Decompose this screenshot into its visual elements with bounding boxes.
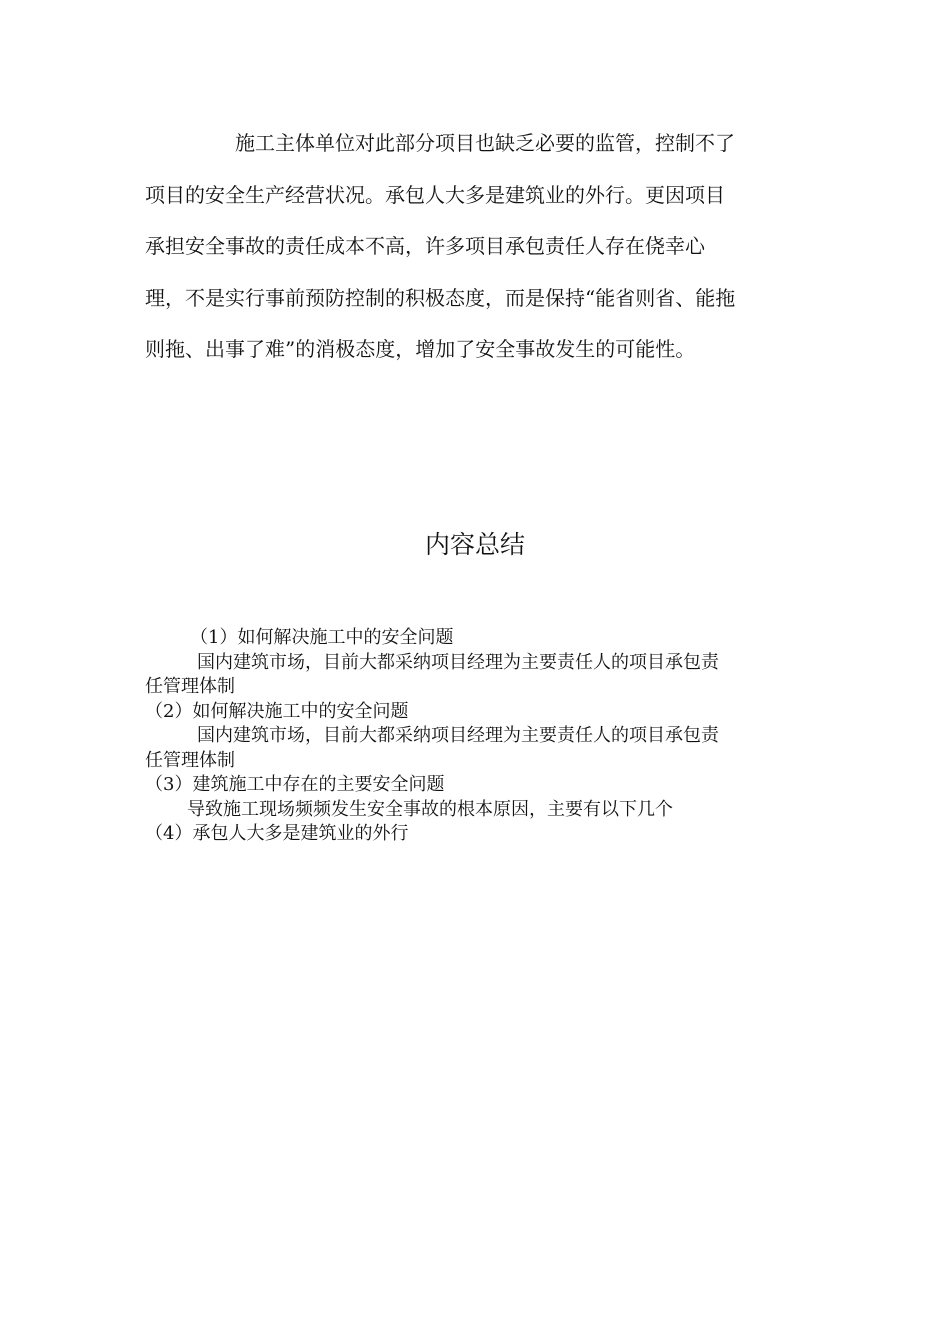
summary-item-heading: （1）如何解决施工中的安全问题 — [190, 627, 454, 648]
body-paragraph — [145, 118, 810, 376]
paragraph-line: 施工主体单位对此部分项目也缺乏必要的监管，控制不了 — [235, 131, 735, 155]
summary-item-heading: （2）如何解决施工中的安全问题 — [145, 700, 409, 722]
summary-item-text: 任管理体制 — [145, 676, 235, 697]
paragraph-line: 则拖、出事了难”的消极态度，增加了安全事故发生的可能性。 — [145, 337, 696, 361]
summary-title: 内容总结 — [424, 530, 525, 559]
summary-item-text: 任管理体制 — [145, 749, 235, 771]
summary-item-heading: （4）承包人大多是建筑业的外行 — [145, 823, 409, 844]
summary-item-text: 导致施工现场频频发生安全事故的根本原因，主要有以下几个 — [187, 798, 673, 820]
paragraph-line: 项目的安全生产经营状况。承包人大多是建筑业的外行。更因项目 — [145, 182, 725, 207]
summary-list — [145, 626, 810, 847]
summary-item-text: 国内建筑市场，目前大都采纳项目经理为主要责任人的项目承包责 — [197, 725, 719, 746]
paragraph-line: 理，不是实行事前预防控制的积极态度，而是保持“能省则省、能拖 — [145, 285, 736, 310]
paragraph-line: 承担安全事故的责任成本不高，许多项目承包责任人存在侥幸心 — [145, 234, 705, 258]
summary-item-heading: （3）建筑施工中存在的主要安全问题 — [145, 774, 445, 795]
summary-item-text: 国内建筑市场，目前大都采纳项目经理为主要责任人的项目承包责 — [197, 651, 719, 673]
